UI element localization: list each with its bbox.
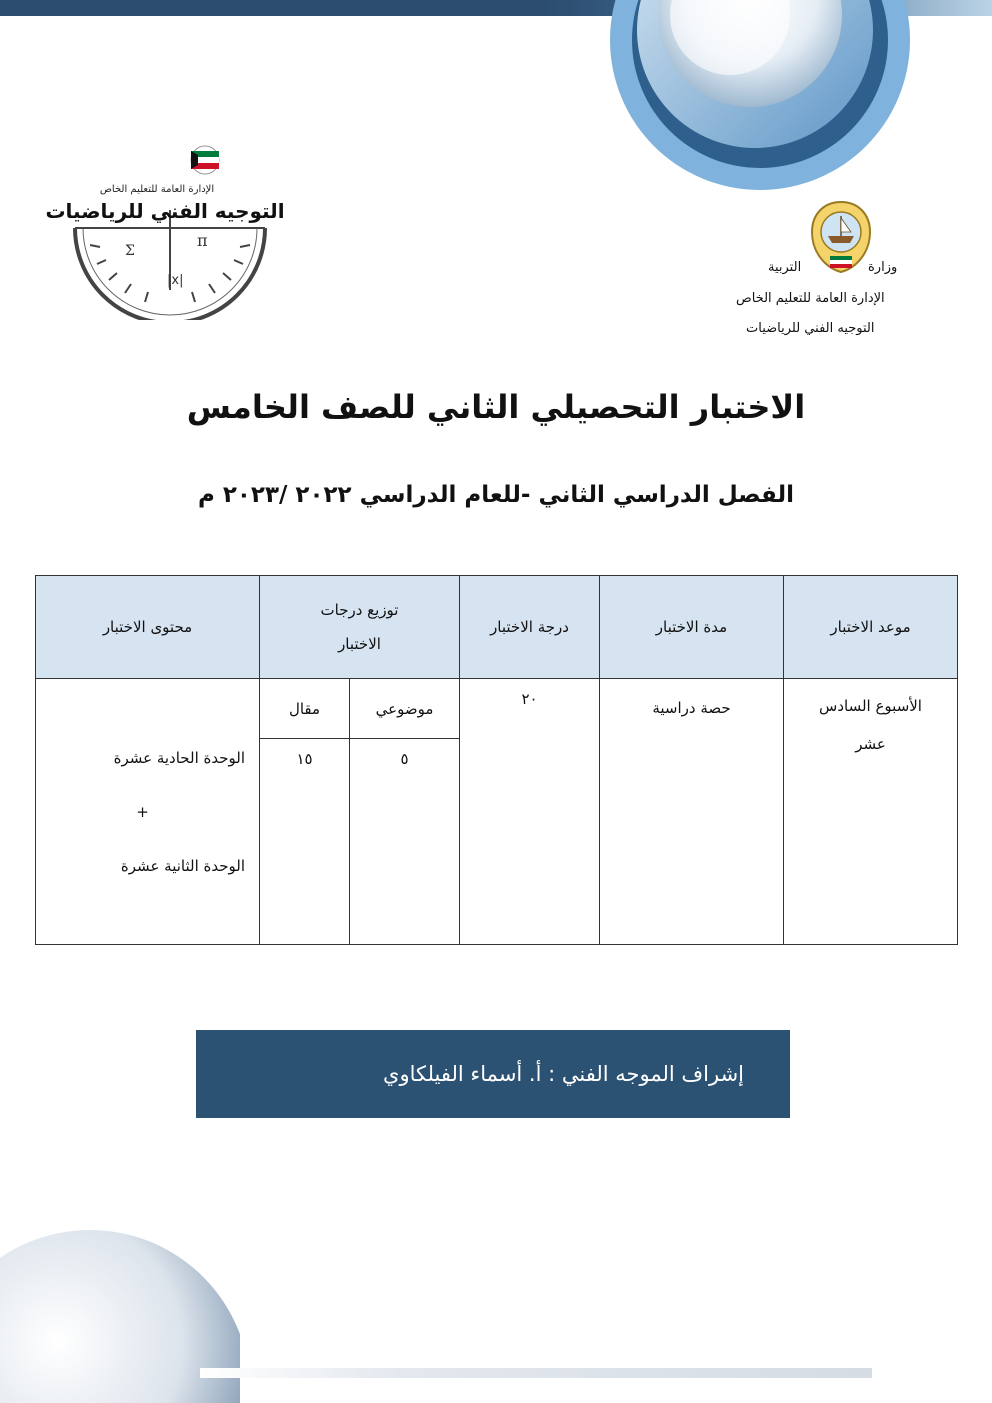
cell-duration: حصة دراسية [600, 679, 784, 945]
content-unit-11: الوحدة الحادية عشرة [113, 748, 245, 767]
header-duration: مدة الاختبار [600, 576, 784, 679]
ministry-word-1: وزارة [868, 260, 898, 275]
header-grade: درجة الاختبار [460, 576, 600, 679]
content-plus: + [136, 802, 149, 821]
decorative-circles-top [560, 0, 992, 200]
ministry-word-2: التربية [768, 260, 802, 275]
header-content: محتوى الاختبار [36, 576, 260, 679]
header-distribution: توزيع درجات الاختبار [260, 576, 460, 679]
svg-text:|x|: |x| [167, 273, 184, 288]
kuwait-flag-icon [191, 146, 219, 174]
logo-top-text: الإدارة العامة للتعليم الخاص [99, 184, 215, 195]
page-subtitle: الفصل الدراسي الثاني -للعام الدراسي ٢٠٢٢ /٢٠٢٣ م [197, 482, 795, 508]
svg-text:π: π [197, 231, 208, 250]
svg-text:Σ: Σ [125, 243, 135, 259]
bottom-decorative-bar [200, 1368, 872, 1378]
subheader-objective: موضوعي [350, 679, 460, 739]
cell-essay-score: ١٥ [260, 739, 350, 945]
exam-info-table [35, 575, 958, 945]
content-unit-12: الوحدة الثانية عشرة [120, 856, 245, 875]
subheader-essay: مقال [260, 679, 350, 739]
header-date: موعد الاختبار [784, 576, 958, 679]
math-guidance-logo [45, 140, 285, 320]
cell-objective-score: ٥ [350, 739, 460, 945]
supervisor-banner: إشراف الموجه الفني : أ. أسماء الفيلكاوي [196, 1030, 790, 1118]
logo-main-text: التوجيه الفني للرياضيات [45, 199, 285, 223]
cell-content [36, 679, 260, 945]
section-name: التوجيه الفني للرياضيات [746, 321, 875, 336]
cell-grade: ٢٠ [460, 679, 600, 945]
department-name: الإدارة العامة للتعليم الخاص [736, 291, 885, 306]
page-title: الاختبار التحصيلي الثاني للصف الخامس [186, 388, 806, 426]
kuwait-emblem-icon [806, 198, 876, 276]
cell-date: الأسبوع السادس عشر [784, 679, 958, 945]
